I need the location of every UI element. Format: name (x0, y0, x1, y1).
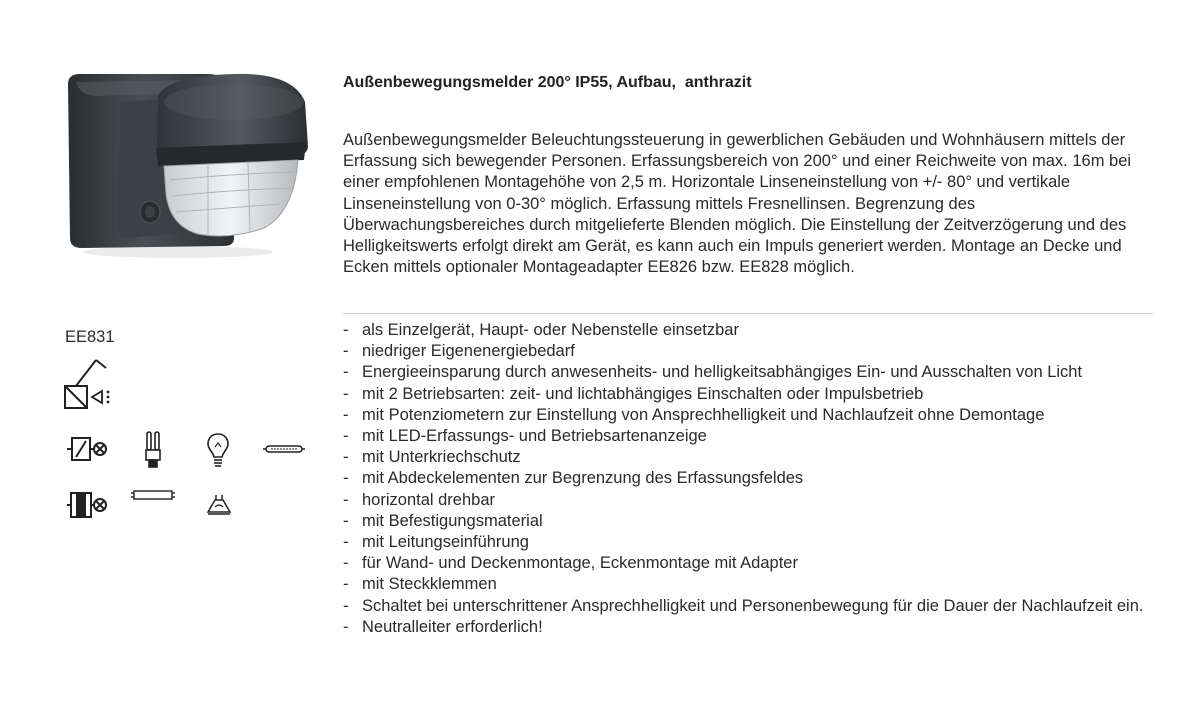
list-item: - mit Unterkriechschutz (343, 447, 1158, 468)
list-item: - mit Befestigungsmaterial (343, 511, 1158, 532)
halogen-reflector-lamp-icon (206, 494, 232, 516)
list-item: - horizontal drehbar (343, 490, 1158, 511)
list-item: - mit 2 Betriebsarten: zeit- und lichtabhängiges Einschalten oder Impulsbetrieb (343, 384, 1158, 405)
divider (343, 313, 1153, 314)
list-item: - Schaltet bei unterschrittener Ansprechhelligkeit und Personenbewegung für die Dauer der Nachlaufzeit ein. (343, 596, 1158, 617)
list-item: - Neutralleiter erforderlich! (343, 617, 1158, 638)
product-image (58, 62, 316, 262)
halogen-rod-lamp-icon (262, 443, 306, 455)
article-number: EE831 (65, 328, 115, 346)
electronic-transformer-symbol-icon (66, 490, 110, 520)
list-item: - niedriger Eigenenergiebedarf (343, 341, 1158, 362)
list-item: - mit Leitungseinführung (343, 532, 1158, 553)
list-item: - als Einzelgerät, Haupt- oder Nebenstelle einsetzbar (343, 320, 1158, 341)
product-title: Außenbewegungsmelder 200° IP55, Aufbau, anthrazit (343, 74, 752, 91)
list-item: - mit LED-Erfassungs- und Betriebsartenanzeige (343, 426, 1158, 447)
motion-detector-product-icon (58, 62, 316, 262)
product-description: Außenbewegungsmelder Beleuchtungssteuerung in gewerblichen Gebäuden und Wohnhäusern mittels der Erfassung sich bewegender Personen. Erfassungsbereich von 200° und einer Reichweite von max. 16m bei einer empfohlenen Montagehöhe von 2,5 m. Horizontale Linseneinstellung von +/- 80° und vertikale Linseneinstellung von 0-30° möglich. Erfassung mittels Fresnellinsen. Begrenzung des Überwachungsbereiches durch mitgelieferte Blenden möglich. Die Einstellung der Zeitverzögerung und des Helligkeitswerts erfolgt direkt am Gerät, es kann auch ein Impuls generiert werden. Montage an Decke und Ecken mittels optionaler Montageadapter EE826 bzw. EE828 möglich. (343, 131, 1132, 277)
list-item: - mit Steckklemmen (343, 574, 1158, 595)
resistive-load-symbol-icon (66, 435, 110, 463)
list-item: - Energieeinsparung durch anwesenheits- und helligkeitsabhängiges Ein- und Ausschalten von Licht (343, 362, 1158, 383)
energy-saving-lamp-icon (143, 430, 163, 470)
feature-list (343, 320, 1158, 638)
motion-detector-symbol-icon (62, 357, 114, 413)
list-item: - für Wand- und Deckenmontage, Eckenmontage mit Adapter (343, 553, 1158, 574)
list-item: - mit Potenziometern zur Einstellung von Ansprechhelligkeit und Nachlaufzeit ohne Demontage (343, 405, 1158, 426)
fluorescent-tube-icon (130, 489, 176, 501)
incandescent-bulb-icon (206, 432, 230, 470)
list-item: - mit Abdeckelementen zur Begrenzung des Erfassungsfeldes (343, 468, 1158, 489)
